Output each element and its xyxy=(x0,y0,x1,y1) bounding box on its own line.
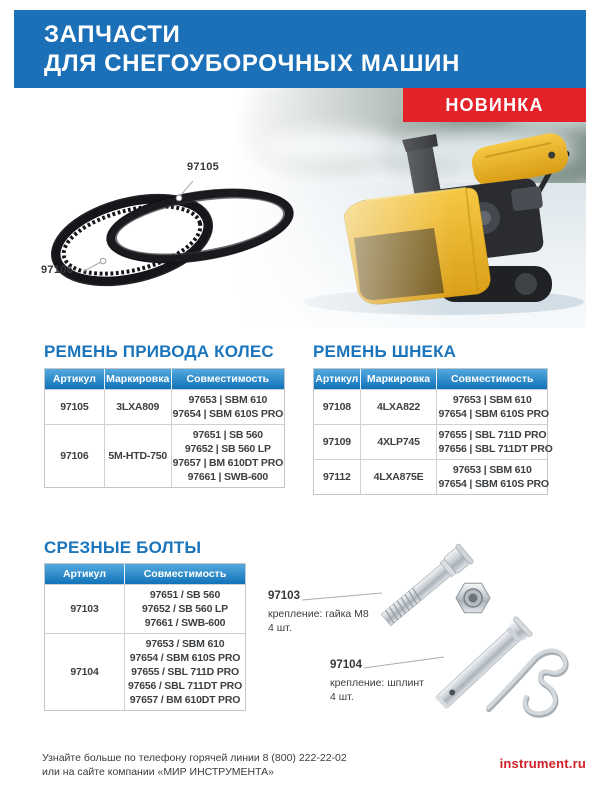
table-cell: 97105 xyxy=(45,390,105,424)
table-row xyxy=(45,584,245,633)
table-row xyxy=(45,389,284,424)
table-header-row xyxy=(45,369,284,389)
table-cell: 97653 | SBM 610 97654 | SBM 610S PRO xyxy=(172,394,284,420)
new-badge: НОВИНКА xyxy=(403,88,586,122)
hero-photo xyxy=(14,88,586,328)
table-cell: 97653 | SBM 610 97654 | SBM 610S PRO xyxy=(438,464,549,490)
shear-pin-illustration xyxy=(432,616,533,713)
footer-note xyxy=(42,751,347,779)
shear-bolt-illustration xyxy=(378,543,474,629)
page-title-line1: ЗАПЧАСТИ xyxy=(44,21,181,48)
section-title-wheel-belt: РЕМЕНЬ ПРИВОДА КОЛЕС xyxy=(44,342,274,361)
table-cell: 4LXA875E xyxy=(361,460,438,494)
table-cell: 97108 xyxy=(314,390,361,424)
table-header-row xyxy=(314,369,547,389)
table-cell: 3LXA809 xyxy=(105,390,172,424)
column-header: Маркировка xyxy=(361,369,438,389)
auger-belt-table xyxy=(313,368,553,495)
table-row xyxy=(45,424,284,487)
table-row xyxy=(45,633,245,710)
table-cell: 97653 / SBM 610 97654 / SBM 610S PRO 97655 / SBL 711D PRO 97656 / SBL 711DT PRO 97657 / BM 610DT PRO xyxy=(127,638,243,706)
footer-line1: Узнайте больше по телефону горячей линии 8 (800) 222-22-02 xyxy=(42,752,347,764)
column-header: Артикул xyxy=(45,369,105,389)
table-row xyxy=(314,459,547,494)
footer-line2: или на сайте компании «МИР ИНСТРУМЕНТА» xyxy=(42,766,274,778)
table-cell: 97651 / SB 560 97652 / SB 560 LP 97661 / SWB-600 xyxy=(142,589,228,629)
pin-desc-line2: 4 шт. xyxy=(330,691,354,703)
table-cell: 97651 | SB 560 97652 | SB 560 LP 97657 | BM 610DT PRO 97661 | SWB-600 xyxy=(172,429,284,483)
pin-description xyxy=(330,676,424,704)
section-title-auger-belt: РЕМЕНЬ ШНЕКА xyxy=(313,342,457,361)
column-header: Совместимость xyxy=(186,373,270,385)
column-header: Артикул xyxy=(314,369,361,389)
page-title-line2: ДЛЯ СНЕГОУБОРОЧНЫХ МАШИН xyxy=(44,50,460,77)
shear-bolts-table xyxy=(44,563,246,711)
table-cell: 5M-HTD-750 xyxy=(105,425,172,487)
pin-desc-line1: крепление: шплинт xyxy=(330,677,424,689)
wheel-belt-table xyxy=(44,368,285,488)
column-header: Совместимость xyxy=(450,373,534,385)
table-cell: 4XLP745 xyxy=(361,425,438,459)
table-cell: 97103 xyxy=(45,585,125,633)
table-cell: 97112 xyxy=(314,460,361,494)
table-header-row xyxy=(45,564,245,584)
nut-illustration xyxy=(456,583,490,612)
table-cell: 97106 xyxy=(45,425,105,487)
belt-label-97105: 97105 xyxy=(187,161,220,173)
belt-label-97106: 97106 xyxy=(41,264,74,276)
table-cell: 4LXA822 xyxy=(361,390,438,424)
table-row xyxy=(314,389,547,424)
section-title-shear-bolts: СРЕЗНЫЕ БОЛТЫ xyxy=(44,538,202,557)
page-title-banner xyxy=(14,10,586,88)
bolt-desc-line1: крепление: гайка М8 xyxy=(268,608,369,620)
column-header: Совместимость xyxy=(143,568,227,580)
column-header: Маркировка xyxy=(105,369,172,389)
bolt-sku-label: 97103 xyxy=(268,590,300,602)
column-header: Артикул xyxy=(45,564,125,584)
table-cell: 97655 | SBL 711D PRO 97656 | SBL 711DT PRO xyxy=(438,429,553,455)
hero-photo-svg xyxy=(14,88,586,328)
website-link[interactable]: instrument.ru xyxy=(499,756,586,771)
table-row xyxy=(314,424,553,459)
table-cell: 97653 | SBM 610 97654 | SBM 610S PRO xyxy=(438,394,549,420)
bolt-desc-line2: 4 шт. xyxy=(268,622,292,634)
pin-sku-label: 97104 xyxy=(330,659,362,671)
table-cell: 97104 xyxy=(45,634,125,710)
bolt-description xyxy=(268,607,369,635)
table-cell: 97109 xyxy=(314,425,361,459)
